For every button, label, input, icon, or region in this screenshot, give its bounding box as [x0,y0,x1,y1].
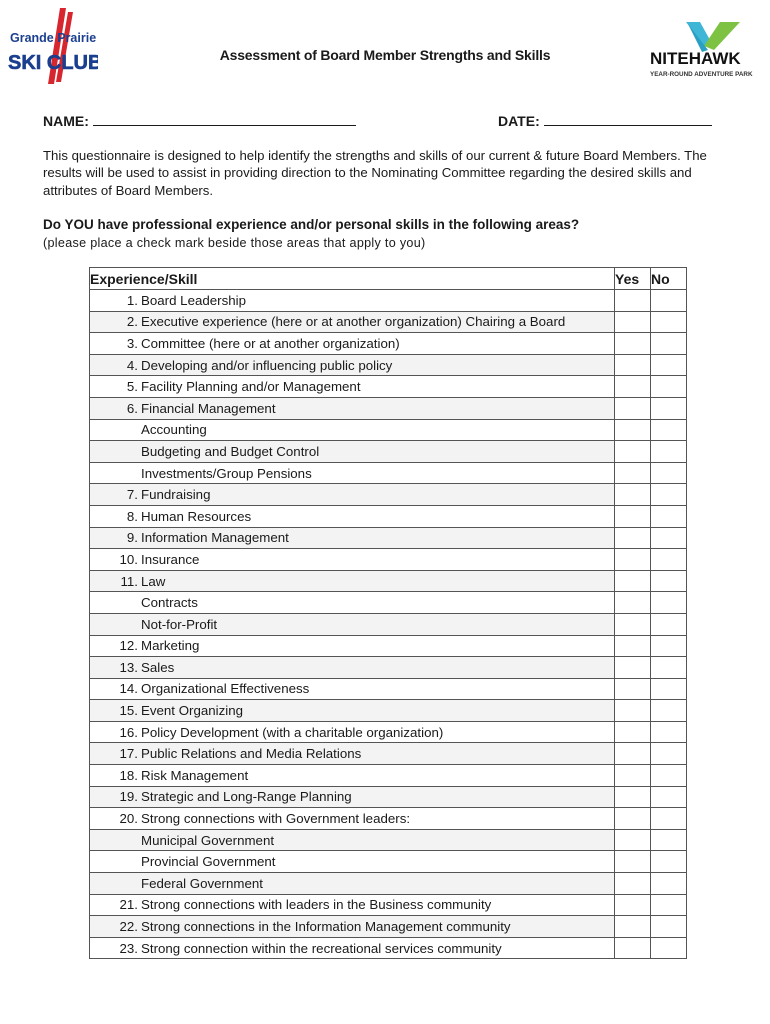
logo-right-name: NITEHAWK [650,49,741,68]
skill-number: 19. [119,789,138,805]
yes-checkbox[interactable] [615,808,651,830]
no-checkbox[interactable] [651,700,687,722]
no-checkbox[interactable] [651,894,687,916]
yes-checkbox[interactable] [615,311,651,333]
table-row [90,721,687,743]
table-row [90,743,687,765]
name-field [43,112,356,129]
yes-checkbox[interactable] [615,592,651,614]
no-checkbox[interactable] [651,743,687,765]
skill-label: Financial Management [141,400,276,416]
skill-cell [90,765,615,787]
skill-number: 11. [120,573,138,589]
skill-cell [90,808,615,830]
no-checkbox[interactable] [651,808,687,830]
yes-checkbox[interactable] [615,721,651,743]
yes-checkbox[interactable] [615,462,651,484]
no-checkbox[interactable] [651,462,687,484]
yes-checkbox[interactable] [615,441,651,463]
table-row [90,829,687,851]
skill-cell [90,743,615,765]
skill-cell [90,354,615,376]
no-checkbox[interactable] [651,527,687,549]
skill-number: 23. [119,940,138,956]
skill-label: Board Leadership [141,292,246,308]
skill-number: 8. [126,508,138,524]
table-row [90,851,687,873]
skill-number: 10. [119,551,138,567]
skill-label: Public Relations and Media Relations [141,746,362,762]
date-label: DATE: [498,113,540,129]
skill-cell [90,570,615,592]
no-checkbox[interactable] [651,376,687,398]
skill-cell [90,462,615,484]
yes-checkbox[interactable] [615,937,651,959]
table-row [90,376,687,398]
table-row [90,592,687,614]
skill-label: Sales [141,659,175,675]
skill-number: 12. [119,638,138,654]
skill-number: 6. [126,400,138,416]
no-checkbox[interactable] [651,916,687,938]
table-row [90,873,687,895]
skill-cell [90,311,615,333]
skill-number: 7. [126,487,138,503]
logo-left-line2: SKI CLUB [8,52,98,74]
skill-cell [90,397,615,419]
skill-number: 22. [119,919,138,935]
skill-cell [90,916,615,938]
no-checkbox[interactable] [651,549,687,571]
skill-label: Strong connections with Government leaders: [141,811,411,827]
skill-cell [90,851,615,873]
skill-number: 5. [126,379,138,395]
yes-checkbox[interactable] [615,916,651,938]
no-checkbox[interactable] [651,570,687,592]
question-heading: Do YOU have professional experience and/or personal skills in the following areas? [43,217,580,232]
no-checkbox[interactable] [651,613,687,635]
skill-cell [90,873,615,895]
sub-skill-label: Municipal Government [141,832,275,848]
no-checkbox[interactable] [651,505,687,527]
yes-checkbox[interactable] [615,894,651,916]
yes-checkbox[interactable] [615,419,651,441]
skill-number: 18. [119,767,138,783]
skill-label: Organizational Effectiveness [141,681,310,697]
table-header-row [90,268,687,290]
document-title: Assessment of Board Member Strengths and Skills [219,47,551,63]
no-checkbox[interactable] [651,397,687,419]
no-checkbox[interactable] [651,786,687,808]
no-checkbox[interactable] [651,635,687,657]
table-row [90,419,687,441]
yes-checkbox[interactable] [615,743,651,765]
skill-cell [90,484,615,506]
table-row [90,657,687,679]
table-row [90,937,687,959]
sub-skill-label: Budgeting and Budget Control [141,443,320,459]
yes-checkbox[interactable] [615,873,651,895]
skill-label: Law [141,573,166,589]
date-field [498,112,712,129]
table-row [90,635,687,657]
skill-label: Risk Management [141,767,249,783]
skill-cell [90,376,615,398]
sub-skill-label: Contracts [141,595,198,611]
no-checkbox[interactable] [651,290,687,312]
skill-cell [90,894,615,916]
table-row [90,484,687,506]
no-checkbox[interactable] [651,311,687,333]
skill-label: Developing and/or influencing public policy [141,357,393,373]
table-row [90,441,687,463]
skill-label: Facility Planning and/or Management [141,379,361,395]
table-row [90,808,687,830]
skill-cell [90,657,615,679]
skill-cell [90,700,615,722]
skill-label: Strong connections in the Information Management community [141,919,511,935]
instruction-note: (please place a check mark beside those areas that apply to you) [43,236,426,250]
skill-cell [90,505,615,527]
sub-skill-label: Federal Government [141,875,263,891]
table-row [90,527,687,549]
table-row [90,311,687,333]
header-skill: Experience/Skill [90,268,615,290]
skill-number: 13. [119,659,138,675]
table-row [90,700,687,722]
skill-label: Strong connections with leaders in the Business community [141,897,492,913]
table-row [90,613,687,635]
no-checkbox[interactable] [651,592,687,614]
table-row [90,505,687,527]
yes-checkbox[interactable] [615,570,651,592]
yes-checkbox[interactable] [615,397,651,419]
skill-number: 2. [126,314,138,330]
skill-number: 4. [126,357,138,373]
skill-label: Policy Development (with a charitable organization) [141,724,444,740]
skill-label: Human Resources [141,508,252,524]
yes-checkbox[interactable] [615,333,651,355]
table-row [90,765,687,787]
table-row [90,786,687,808]
no-checkbox[interactable] [651,441,687,463]
skill-number: 17. [119,746,138,762]
no-checkbox[interactable] [651,354,687,376]
skill-number: 16. [119,724,138,740]
skill-number: 15. [119,703,138,719]
skill-cell [90,527,615,549]
no-checkbox[interactable] [651,333,687,355]
yes-checkbox[interactable] [615,678,651,700]
yes-checkbox[interactable] [615,505,651,527]
yes-checkbox[interactable] [615,354,651,376]
skill-label: Information Management [141,530,289,546]
no-checkbox[interactable] [651,419,687,441]
intro-paragraph: This questionnaire is designed to help identify the strengths and skills of our current & future Board Members. The results will be used to assist in providing direction to the Nominating Committee regarding the desired skills and attributes of Board Members. [43,148,707,198]
yes-checkbox[interactable] [615,376,651,398]
table-row [90,397,687,419]
skill-cell [90,419,615,441]
no-checkbox[interactable] [651,721,687,743]
skill-cell [90,290,615,312]
table-row [90,570,687,592]
date-input-line[interactable] [544,112,712,126]
yes-checkbox[interactable] [615,786,651,808]
skill-label: Insurance [141,551,200,567]
skills-table [89,267,687,959]
table-row [90,333,687,355]
skill-number: 14. [119,681,138,697]
skill-label: Committee (here or at another organization) [141,335,400,351]
skill-label: Strategic and Long-Range Planning [141,789,352,805]
sub-skill-label: Provincial Government [141,854,276,870]
skill-number: 9. [126,530,138,546]
yes-checkbox[interactable] [615,527,651,549]
no-checkbox[interactable] [651,484,687,506]
no-checkbox[interactable] [651,851,687,873]
skill-number: 21. [119,897,138,913]
name-input-line[interactable] [93,112,356,126]
skill-cell [90,678,615,700]
skill-label: Executive experience (here or at another organization) Chairing a Board [141,314,566,330]
skill-cell [90,592,615,614]
skill-label: Event Organizing [141,703,243,719]
yes-checkbox[interactable] [615,829,651,851]
table-row [90,290,687,312]
header-yes: Yes [615,268,651,290]
no-checkbox[interactable] [651,937,687,959]
skill-cell [90,937,615,959]
sub-skill-label: Accounting [141,422,207,438]
ski-club-logo [8,6,98,88]
skill-cell [90,613,615,635]
yes-checkbox[interactable] [615,851,651,873]
skill-cell [90,635,615,657]
no-checkbox[interactable] [651,657,687,679]
yes-checkbox[interactable] [615,549,651,571]
no-checkbox[interactable] [651,873,687,895]
skill-number: 1. [126,292,138,308]
yes-checkbox[interactable] [615,700,651,722]
logo-right-tagline: YEAR-ROUND ADVENTURE PARK [650,71,753,78]
no-checkbox[interactable] [651,678,687,700]
table-row [90,916,687,938]
sub-skill-label: Investments/Group Pensions [141,465,312,481]
yes-checkbox[interactable] [615,657,651,679]
sub-skill-label: Not-for-Profit [141,616,218,632]
yes-checkbox[interactable] [615,635,651,657]
table-row [90,462,687,484]
no-checkbox[interactable] [651,765,687,787]
logo-left-line1: Grande Prairie [10,31,97,45]
name-label: NAME: [43,113,89,129]
nitehawk-logo [648,16,760,82]
skill-cell [90,829,615,851]
yes-checkbox[interactable] [615,613,651,635]
skill-number: 20. [119,811,138,827]
skill-label: Strong connection within the recreational services community [141,940,502,956]
yes-checkbox[interactable] [615,765,651,787]
skill-cell [90,441,615,463]
header-no: No [651,268,687,290]
table-row [90,354,687,376]
skill-label: Fundraising [141,487,211,503]
table-row [90,549,687,571]
skill-cell [90,333,615,355]
table-row [90,894,687,916]
table-row [90,678,687,700]
skill-number: 3. [126,335,138,351]
skill-label: Marketing [141,638,200,654]
no-checkbox[interactable] [651,829,687,851]
skill-cell [90,549,615,571]
yes-checkbox[interactable] [615,484,651,506]
skill-cell [90,786,615,808]
skill-cell [90,721,615,743]
yes-checkbox[interactable] [615,290,651,312]
